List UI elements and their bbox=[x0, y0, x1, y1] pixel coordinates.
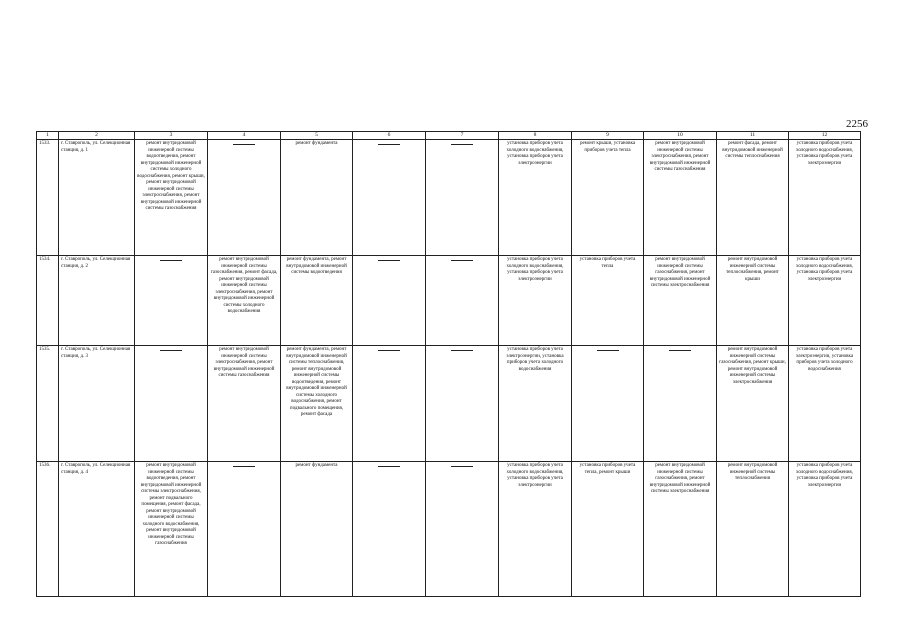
column-header: 11 bbox=[717, 132, 789, 140]
work-cell-c11: ремонт внутридомовой инженерной системы теплоснабжения bbox=[717, 462, 789, 597]
column-header: 3 bbox=[135, 132, 208, 140]
address-cell: г. Ставрополь, ул. Селекционная станция, д. 1 bbox=[59, 140, 135, 256]
empty-dash bbox=[378, 144, 400, 145]
table-row bbox=[37, 256, 861, 346]
work-cell-c5: ремонт фундамента bbox=[281, 462, 353, 597]
work-cell-c5: ремонт фундамента, ремонт внутридомовой инженерной системы теплоснабжения, ремонт внутридомовой инженерной системы водоотведения, ремонт внутридомовой инженерной системы холодного водоснабжения, ремонт подвального помещения, ремонт фасада bbox=[281, 346, 353, 462]
work-cell-c10: ремонт внутридомовой инженерной системы газоснабжения, ремонт внутридомовой инженерной системы электроснабжения bbox=[644, 256, 717, 346]
address-cell: г. Ставрополь, ул. Селекционная станция, д. 4 bbox=[59, 462, 135, 597]
row-number: 1534. bbox=[37, 256, 59, 346]
table-row bbox=[37, 462, 861, 597]
work-cell-c6 bbox=[353, 346, 426, 462]
work-cell-c7 bbox=[426, 256, 499, 346]
work-cell-c12: установка приборов учета холодного водоснабжения, установка приборов учета электроэнергии bbox=[789, 256, 861, 346]
work-cell-c6 bbox=[353, 140, 426, 256]
work-cell-c8: установка приборов учета холодного водоснабжения, установка приборов учета электроэнергии bbox=[499, 256, 572, 346]
work-cell-c3 bbox=[135, 346, 208, 462]
column-header: 2 bbox=[59, 132, 135, 140]
work-cell-c12: установка приборов учета холодного водоснабжения, установка приборов учета электроэнергии bbox=[789, 140, 861, 256]
column-header: 12 bbox=[789, 132, 861, 140]
work-cell-c9: установка приборов учета тепла, ремонт крыши bbox=[572, 462, 644, 597]
work-cell-c4 bbox=[208, 140, 281, 256]
table-row bbox=[37, 140, 861, 256]
work-cell-c11: ремонт внутридомовой инженерной системы газоснабжения, ремонт крыши, ремонт внутридомовой инженерной системы электроснабжения bbox=[717, 346, 789, 462]
work-cell-c8: установка приборов учета холодного водоснабжения, установка приборов учета электроэнергии bbox=[499, 462, 572, 597]
row-number: 1533. bbox=[37, 140, 59, 256]
column-header: 1 bbox=[37, 132, 59, 140]
empty-dash bbox=[160, 350, 182, 351]
work-cell-c9: установка приборов учета тепла bbox=[572, 256, 644, 346]
empty-dash bbox=[451, 260, 473, 261]
table-row bbox=[37, 346, 861, 462]
work-cell-c4: ремонт внутридомовой инженерной системы электроснабжения, ремонт внутридомовой инженерной системы газоснабжения bbox=[208, 346, 281, 462]
work-cell-c10 bbox=[644, 346, 717, 462]
empty-dash bbox=[451, 144, 473, 145]
work-cell-c5: ремонт фундамента bbox=[281, 140, 353, 256]
empty-dash bbox=[160, 260, 182, 261]
work-cell-c11: ремонт внутридомовой инженерной системы теплоснабжения, ремонт крыши bbox=[717, 256, 789, 346]
work-cell-c12: установка приборов учета холодного водоснабжения, установка приборов учета электроэнергии bbox=[789, 462, 861, 597]
column-number-row bbox=[37, 132, 861, 140]
column-header: 5 bbox=[281, 132, 353, 140]
page-number: 2256 bbox=[846, 118, 868, 130]
empty-dash bbox=[378, 350, 400, 351]
work-cell-c5: ремонт фундамента, ремонт внутридомовой инженерной системы водоотведения bbox=[281, 256, 353, 346]
capital-repair-table bbox=[36, 131, 861, 597]
work-cell-c4 bbox=[208, 462, 281, 597]
empty-dash bbox=[451, 466, 473, 467]
address-cell: г. Ставрополь, ул. Селекционная станция, д. 3 bbox=[59, 346, 135, 462]
address-cell: г. Ставрополь, ул. Селекционная станция, д. 2 bbox=[59, 256, 135, 346]
work-cell-c9: ремонт крыши, установка приборов учета тепла bbox=[572, 140, 644, 256]
work-cell-c6 bbox=[353, 462, 426, 597]
column-header: 9 bbox=[572, 132, 644, 140]
column-header: 4 bbox=[208, 132, 281, 140]
work-cell-c6 bbox=[353, 256, 426, 346]
work-cell-c9 bbox=[572, 346, 644, 462]
empty-dash bbox=[378, 466, 400, 467]
empty-dash bbox=[233, 144, 255, 145]
work-cell-c7 bbox=[426, 462, 499, 597]
work-cell-c10: ремонт внутридомовой инженерной системы электроснабжения, ремонт внутридомовой инженерной системы газоснабжения bbox=[644, 140, 717, 256]
work-cell-c3 bbox=[135, 256, 208, 346]
work-cell-c4: ремонт внутридомовой инженерной системы газоснабжения, ремонт фасада, ремонт внутридомовой инженерной системы электроснабжения, ремонт внутридомовой инженерной системы холодного водоснабжения bbox=[208, 256, 281, 346]
empty-dash bbox=[669, 350, 691, 351]
work-cell-c7 bbox=[426, 140, 499, 256]
empty-dash bbox=[597, 350, 619, 351]
column-header: 10 bbox=[644, 132, 717, 140]
work-cell-c8: установка приборов учета электроэнергии, установка приборов учета холодного водоснабжения bbox=[499, 346, 572, 462]
empty-dash bbox=[233, 466, 255, 467]
work-cell-c11: ремонт фасада, ремонт внутридомовой инженерной системы теплоснабжения bbox=[717, 140, 789, 256]
column-header: 7 bbox=[426, 132, 499, 140]
column-header: 6 bbox=[353, 132, 426, 140]
work-cell-c12: установка приборов учета электроэнергии, установка приборов учета холодного водоснабжения bbox=[789, 346, 861, 462]
empty-dash bbox=[451, 350, 473, 351]
work-cell-c3: ремонт внутридомовой инженерной системы водоотведения, ремонт внутридомовой инженерной системы электроснабжения, ремонт подвального помещения, ремонт фасада, ремонт внутридомовой инженерной системы холодного водоснабжения, ремонт внутридомовой инженерной системы газоснабжения bbox=[135, 462, 208, 597]
column-header: 8 bbox=[499, 132, 572, 140]
work-cell-c10: ремонт внутридомовой инженерной системы газоснабжения, ремонт внутридомовой инженерной системы электроснабжения bbox=[644, 462, 717, 597]
work-cell-c8: установка приборов учета холодного водоснабжения, установка приборов учета электроэнергии bbox=[499, 140, 572, 256]
row-number: 1535. bbox=[37, 346, 59, 462]
work-cell-c3: ремонт внутридомовой инженерной системы водоотведения, ремонт внутридомовой инженерной системы холодного водоснабжения, ремонт крыши, ремонт внутридомовой инженерной системы электроснабжения, ремонт внутридомовой инженерной системы газоснабжения bbox=[135, 140, 208, 256]
row-number: 1536. bbox=[37, 462, 59, 597]
empty-dash bbox=[378, 260, 400, 261]
work-cell-c7 bbox=[426, 346, 499, 462]
